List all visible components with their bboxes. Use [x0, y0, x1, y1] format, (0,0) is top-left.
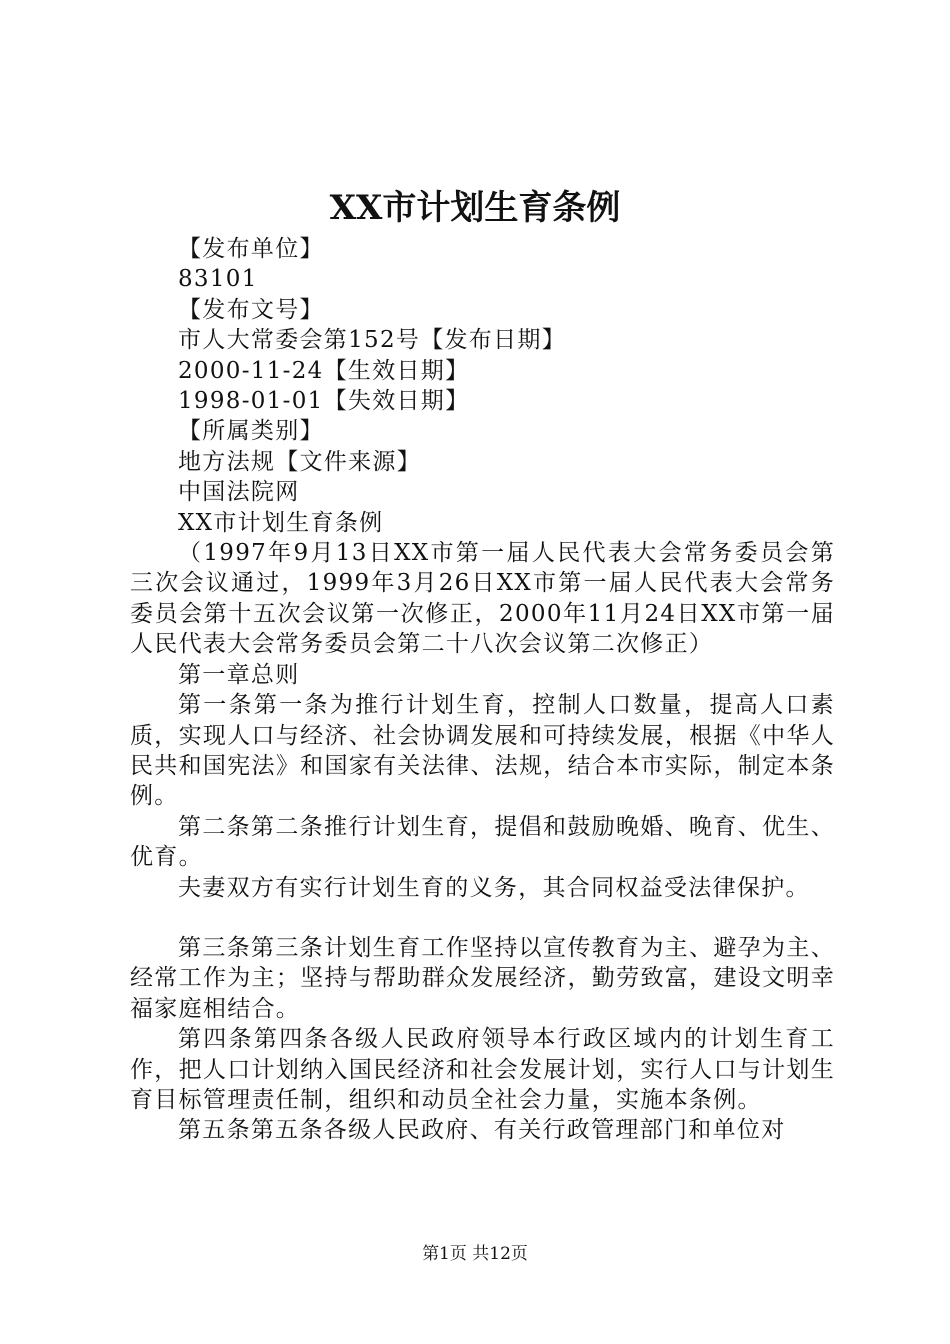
body-paragraph: 夫妻双方有实行计划生育的义务，其合同权益受法律保护。 — [178, 874, 810, 901]
document-body — [130, 234, 835, 1146]
chapter-heading: 第一章总则 — [178, 661, 300, 688]
body-paragraph: 第一条第一条为推行计划生育，控制人口数量，提高人口素质，实现人口与经济、社会协调发展和可持续发展，根据《中华人民共和国宪法》和国家有关法律、法规，结合本市实际，制定本条例。 — [130, 692, 835, 810]
page-footer: 第1页 共12页 — [422, 1244, 528, 1264]
body-paragraph: 第二条第二条推行计划生育，提倡和鼓励晚婚、晚育、优生、优育。 — [130, 813, 835, 871]
meta-line: 2000-11-24【生效日期】 — [178, 357, 470, 384]
meta-line: 1998-01-01【失效日期】 — [178, 388, 470, 415]
body-paragraph: 第三条第三条计划生育工作坚持以宣传教育为主、避孕为主、经常工作为主；坚持与帮助群众发展经济，勤劳致富，建设文明幸福家庭相结合。 — [130, 934, 835, 1022]
meta-line: 市人大常委会第152号【发布日期】 — [178, 327, 566, 354]
body-paragraph: （1997年9月13日XX市第一届人民代表大会常务委员会第三次会议通过，1999年3月26日XX市第一届人民代表大会常务委员会第十五次会议第一次修正，2000年11月24日XX市第一届人民代表大会常务委员会第二十八次会议第二次修正） — [130, 540, 835, 658]
meta-line: XX市计划生育条例 — [178, 509, 384, 536]
body-paragraph: 第四条第四条各级人民政府领导本行政区域内的计划生育工作，把人口计划纳入国民经济和社会发展计划，实行人口与计划生育目标管理责任制，组织和动员全社会力量，实施本条例。 — [130, 1026, 835, 1113]
meta-line: 中国法院网 — [178, 479, 300, 506]
meta-line: 【所属类别】 — [178, 418, 324, 445]
meta-line: 地方法规【文件来源】 — [178, 448, 421, 475]
paragraph-gap — [130, 903, 835, 933]
body-paragraph: 第五条第五条各级人民政府、有关行政管理部门和单位对 — [178, 1117, 786, 1144]
page-title: XX市计划生育条例 — [329, 188, 621, 228]
meta-line: 83101 — [178, 266, 258, 293]
meta-line: 【发布单位】 — [178, 236, 324, 262]
meta-line: 【发布文号】 — [178, 296, 324, 323]
